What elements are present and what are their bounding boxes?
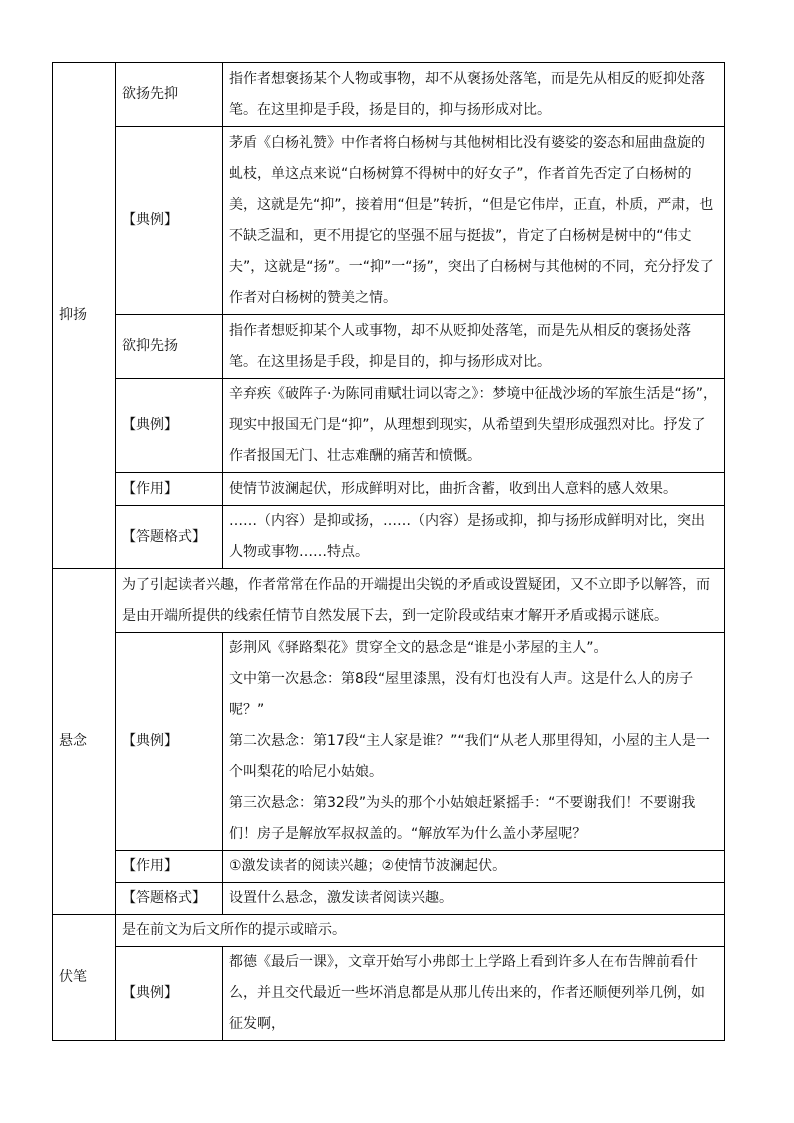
example-line: 文中第一次悬念：第8段“屋里漆黑，没有灯也没有人声。这是什么人的房子呢？” [229,671,694,718]
label-example-baiyang: 【典例】 [116,127,223,315]
table-row [53,883,725,915]
text-example-yilulihua [223,633,725,851]
table-row [53,633,725,851]
text-effect-xuannian: ①激发读者的阅读兴趣；②使情节波澜起伏。 [223,851,725,883]
literary-techniques-table [52,62,725,1041]
label-effect-yiyang: 【作用】 [116,473,223,506]
text-example-baiyang: 茅盾《白杨礼赞》中作者将白杨树与其他树相比没有婆娑的姿态和屈曲盘旋的虬枝，单这点来说“白杨树算不得树中的好女子”，作者首先否定了白杨树的美，这就是先“抑”，接着用“但是”转折，“但是它伟岸，正直，朴质，严肃，也不缺乏温和，更不用提它的坚强不屈与挺拔”，肯定了白杨树是树中的“伟丈夫”，这就是“扬”。一“抑”一“扬”，突出了白杨树与其他树的不同，充分抒发了作者对白杨树的赞美之情。 [223,127,725,315]
example-line: 彭荆风《驿路梨花》贯穿全文的悬念是“谁是小茅屋的主人”。 [229,640,608,656]
text-definition-xuannian: 为了引起读者兴趣，作者常常在作品的开端提出尖锐的矛盾或设置疑团，又不立即予以解答，而是由开端所提供的线索任情节自然发展下去，到一定阶段或结束才解开矛盾或揭示谜底。 [116,569,725,633]
table-row [53,473,725,506]
example-line: 第二次悬念：第17段“主人家是谁？”“我们“从老人那里得知，小屋的主人是一个叫梨花的哈尼小姑娘。 [229,733,710,780]
text-format-xuannian: 设置什么悬念，激发读者阅读兴趣。 [223,883,725,915]
table-row [53,315,725,379]
category-xuannian: 悬念 [53,569,116,915]
label-yu-yang-xian-yi: 欲扬先抑 [116,63,223,127]
label-example-zuihouyike: 【典例】 [116,947,223,1041]
label-format-xuannian: 【答题格式】 [116,883,223,915]
category-fubi: 伏笔 [53,915,116,1041]
table-row [53,915,725,947]
table-row [53,851,725,883]
table-row [53,379,725,473]
category-yiyang: 抑扬 [53,63,116,569]
example-line: 第三次悬念：第32段”为头的那个小姑娘赶紧摇手：“不要谢我们！不要谢我们！房子是解放军叔叔盖的。“解放军为什么盖小茅屋呢？ [229,795,696,842]
label-example-yilulihua: 【典例】 [116,633,223,851]
label-format-yiyang: 【答题格式】 [116,506,223,569]
table-row [53,127,725,315]
table-row [53,63,725,127]
text-yu-yang-xian-yi: 指作者想褒扬某个人物或事物，却不从褒扬处落笔，而是先从相反的贬抑处落笔。在这里抑是手段，扬是目的，抑与扬形成对比。 [223,63,725,127]
table-row [53,569,725,633]
label-effect-xuannian: 【作用】 [116,851,223,883]
text-example-zuihouyike: 都德《最后一课》，文章开始写小弗郎士上学路上看到许多人在布告牌前看什么，并且交代最近一些坏消息都是从那儿传出来的，作者还顺便列举几例，如征发啊， [223,947,725,1041]
text-definition-fubi: 是在前文为后文所作的提示或暗示。 [116,915,725,947]
text-yu-yi-xian-yang: 指作者想贬抑某个人或事物，却不从贬抑处落笔，而是先从相反的褒扬处落笔。在这里扬是手段，抑是目的，抑与扬形成对比。 [223,315,725,379]
label-yu-yi-xian-yang: 欲抑先扬 [116,315,223,379]
text-example-pozhenzi: 辛弃疾《破阵子·为陈同甫赋壮词以寄之》：梦境中征战沙场的军旅生活是“扬”，现实中报国无门是“抑”，从理想到现实，从希望到失望形成强烈对比。抒发了作者报国无门、壮志难酬的痛苦和愤慨。 [223,379,725,473]
table-row [53,506,725,569]
text-format-yiyang: ……（内容）是抑或扬，……（内容）是扬或抑，抑与扬形成鲜明对比，突出人物或事物……特点。 [223,506,725,569]
text-effect-yiyang: 使情节波澜起伏，形成鲜明对比，曲折含蓄，收到出人意料的感人效果。 [223,473,725,506]
table-row [53,947,725,1041]
label-example-pozhenzi: 【典例】 [116,379,223,473]
